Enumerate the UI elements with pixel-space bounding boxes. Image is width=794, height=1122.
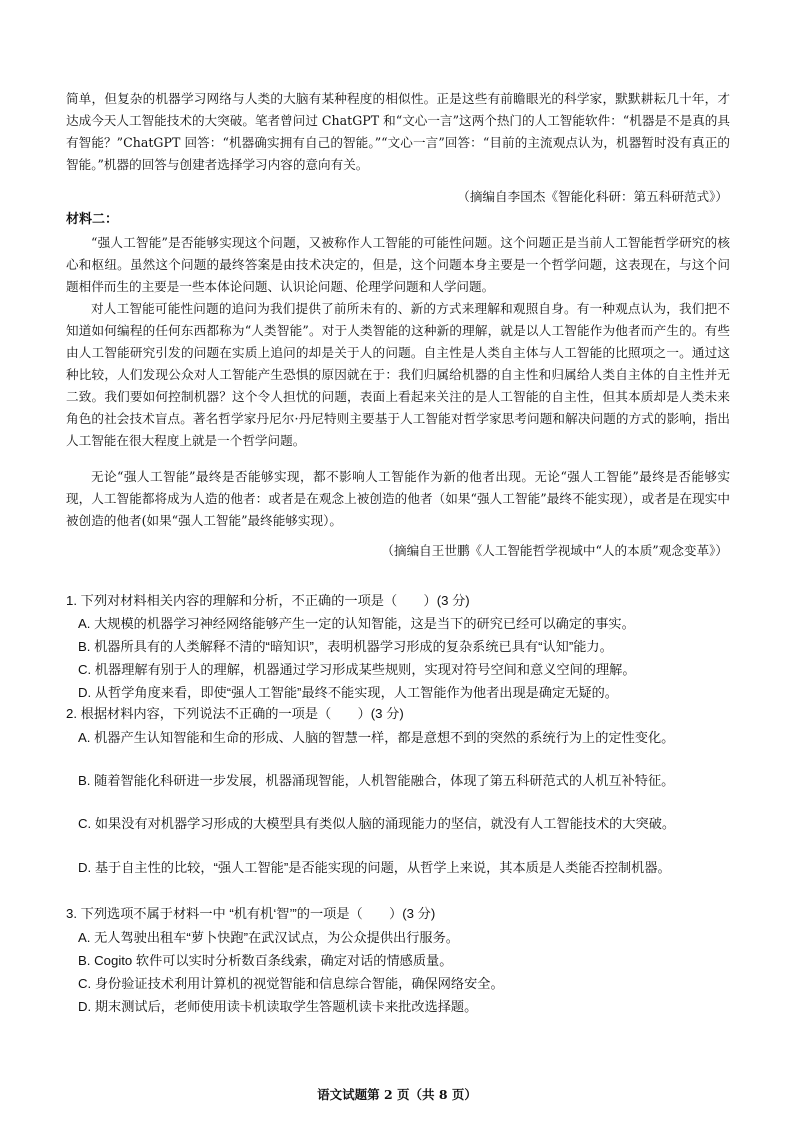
question-2-option-c: C. 如果没有对机器学习形成的大模型具有类似人脑的涌现能力的坚信，就没有人工智能技术的大突破。 bbox=[78, 816, 676, 831]
passage-paragraph-top: 简单，但复杂的机器学习网络与人类的大脑有某种程度的相似性。正是这些有前瞻眼光的科学家，默默耕耘几十年，才达成今天人工智能技术的大突破。笔者曾问过 ChatGPT 和“文心一言”这两个热门的人工智能软件：“机器是不是真的具有智能？”ChatGPT 回答：“机器确实拥有自己的智能。”“文心一言”回答：“目前的主流观点认为，机器暂时没有真正的智能。”机器的回答与创建者选择学习内容的意向有关。 bbox=[66, 91, 730, 172]
material-two-paragraph-2: 对人工智能可能性问题的追问为我们提供了前所未有的、新的方式来理解和观照自身。有一种观点认为，我们把不知道如何编程的任何东西都称为“人类智能”。对于人类智能的这种新的理解，就是以人工智能作为他者而产生的。有些由人工智能研究引发的问题在实质上追问的却是关于人的问题。自主性是人类自主体与人工智能的比照项之一。通过这种比较，人们发现公众对人工智能产生恐惧的原因就在于：我们归属给机器的自主性和归属给人类自主体的自主性并无二致。我们要如何控制机器？这个令人担忧的问题，表面上看起来关注的是人工智能的自主性，但其本质却是人类未来角色的社会技术盲点。著名哲学家丹尼尔·丹尼特则主要基于人工智能对哲学家思考问题和解决问题的方式的影响，指出人工智能在很大程度上就是一个哲学问题。 bbox=[66, 301, 730, 448]
question-1-stem: 1. 下列对材料相关内容的理解和分析，不正确的一项是（ ）(3 分) bbox=[66, 593, 470, 608]
source-citation-1: （摘编自李国杰《智能化科研：第五科研范式》） bbox=[457, 189, 728, 204]
page-footer: 语文试题第 2 页（共 8 页） bbox=[317, 1087, 477, 1102]
question-1-option-b: B. 机器所具有的人类解释不清的“暗知识”，表明机器学习形成的复杂系统已具有“认知”能力。 bbox=[78, 639, 613, 654]
question-3-option-c: C. 身份验证技术利用计算机的视觉智能和信息综合智能，确保网络安全。 bbox=[78, 976, 504, 991]
question-2-stem: 2. 根据材料内容，下列说法不正确的一项是（ ）(3 分) bbox=[66, 706, 404, 721]
question-3-option-d: D. 期末测试后，老师使用读卡机读取学生答题机读卡来批改选择题。 bbox=[78, 999, 478, 1014]
question-3-option-a: A. 无人驾驶出租车“萝卜快跑”在武汉试点，为公众提供出行服务。 bbox=[78, 930, 459, 945]
question-1-option-a: A. 大规模的机器学习神经网络能够产生一定的认知智能，这是当下的研究已经可以确定的事实。 bbox=[78, 616, 635, 631]
material-two-heading: 材料二： bbox=[66, 212, 119, 227]
material-two-paragraph-3: 无论“强人工智能”最终是否能够实现，都不影响人工智能作为新的他者出现。无论“强人工智能”最终是否能够实现，人工智能都将成为人造的他者：或者是在观念上被创造的他者（如果“强人工智能”最终不能实现），或者是在现实中被创造的他者(如果“强人工智能”最终能够实现）。 bbox=[66, 469, 730, 528]
material-two-paragraph-1: “强人工智能”是否能够实现这个问题，又被称作人工智能的可能性问题。这个问题正是当前人工智能哲学研究的核心和枢纽。虽然这个问题的最终答案是由技术决定的，但是，这个问题本身主要是一个哲学问题，这表现在，与这个问题相伴而生的主要是一些本体论问题、认识论问题、伦理学问题和人学问题。 bbox=[66, 235, 730, 294]
question-2-option-b: B. 随着智能化科研进一步发展，机器涌现智能，人机智能融合，体现了第五科研范式的人机互补特征。 bbox=[78, 773, 675, 788]
source-citation-2: （摘编自王世鹏《人工智能哲学视域中“人的本质”观念变革》） bbox=[381, 543, 728, 558]
question-1-option-c: C. 机器理解有别于人的理解，机器通过学习形成某些规则，实现对符号空间和意义空间的理解。 bbox=[78, 662, 636, 677]
question-2-option-d: D. 基于自主性的比较，“强人工智能”是否能实现的问题，从哲学上来说，其本质是人类能否控制机器。 bbox=[78, 860, 671, 875]
question-1-option-d: D. 从哲学角度来看，即使“强人工智能”最终不能实现，人工智能作为他者出现是确定无疑的。 bbox=[78, 685, 618, 700]
question-2-option-a: A. 机器产生认知智能和生命的形成、人脑的智慧一样，都是意想不到的突然的系统行为上的定性变化。 bbox=[78, 730, 675, 745]
question-3-option-b: B. Cogito 软件可以实时分析数百条线索，确定对话的情感质量。 bbox=[78, 953, 453, 968]
question-3-stem: 3. 下列选项不属于材料一中 “机有机‘智’”的一项是（ ）(3 分) bbox=[66, 906, 436, 921]
